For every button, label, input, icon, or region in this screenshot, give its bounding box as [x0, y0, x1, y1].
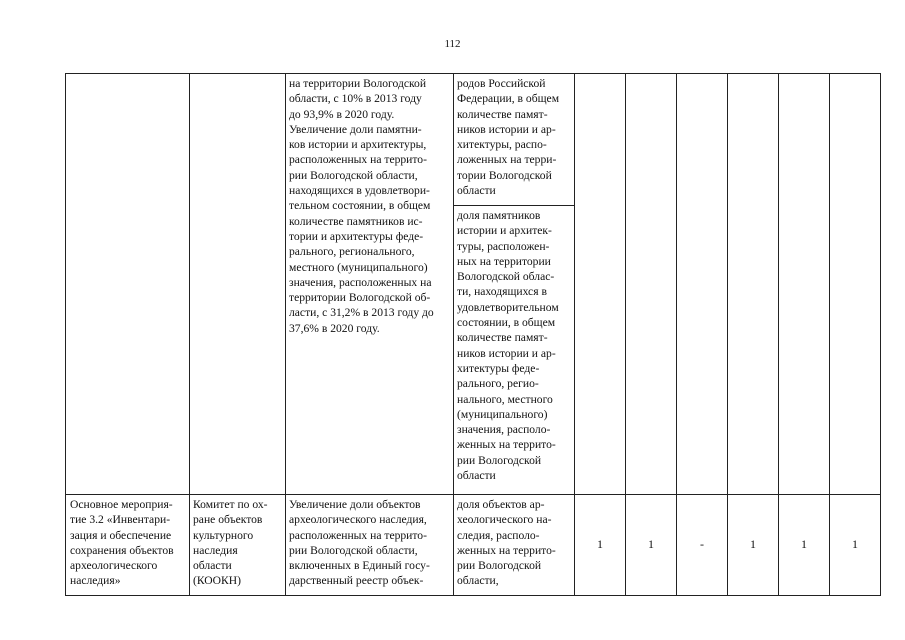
- measure-cell: Основное мероприя- тие 3.2 «Инвентари- зация и обеспечение сохранения объектов археологического наследия»: [66, 495, 190, 596]
- indicator-cell: доля объектов ар- хеологического на- следия, располо- женных на террито- рии Вологодской области,: [454, 495, 575, 596]
- value-cell: [830, 74, 881, 495]
- value-cell: 1: [779, 495, 830, 596]
- value-cell: [779, 74, 830, 495]
- table-row: [66, 74, 881, 206]
- page-number: 112: [444, 38, 461, 50]
- table-row: [66, 495, 881, 596]
- goal-text-cell: Увеличение доли объектов археологического наследия, расположенных на террито- рии Вологодской области, включенных в Единый госу- дарственный реестр объек-: [286, 495, 454, 596]
- indicator-cell: доля памятников истории и архитек- туры, расположен- ных на территории Вологодской облас- ти, находящихся в удовлетворительном состоянии, в общем количестве памят- ников истории и ар- хитектуры феде- рального, регио- нального, местного (муниципального) значения, располо- женных на террито- рии Вологодской области: [454, 206, 575, 495]
- value-cell: 1: [728, 495, 779, 596]
- value-cell: 1: [626, 495, 677, 596]
- measure-cell: [66, 74, 190, 495]
- value-cell: [728, 74, 779, 495]
- executor-cell: [190, 74, 286, 495]
- value-cell: 1: [575, 495, 626, 596]
- goal-text-cell: на территории Вологодской области, с 10% в 2013 году до 93,9% в 2020 году. Увеличение доли памятни- ков истории и архитектуры, расположенных на террито- рии Вологодской области, находящихся в удовлетвори- тельном состоянии, в общем количестве памятников ис- тории и архитектуры феде- рального, регионального, местного (муниципального) значения, расположенных на территории Вологодской об- ласти, с 31,2% в 2013 году до 37,6% в 2020 году.: [286, 74, 454, 495]
- value-cell: [575, 74, 626, 495]
- executor-cell: Комитет по ох- ране объектов культурного наследия области (КООКН): [190, 495, 286, 596]
- value-cell: -: [677, 495, 728, 596]
- value-cell: [677, 74, 728, 495]
- value-cell: [626, 74, 677, 495]
- indicator-cell: родов Российской Федерации, в общем количестве памят- ников истории и ар- хитектуры, распо- ложенных на терри- тории Вологодской области: [454, 74, 575, 206]
- program-table: [65, 73, 881, 596]
- value-cell: 1: [830, 495, 881, 596]
